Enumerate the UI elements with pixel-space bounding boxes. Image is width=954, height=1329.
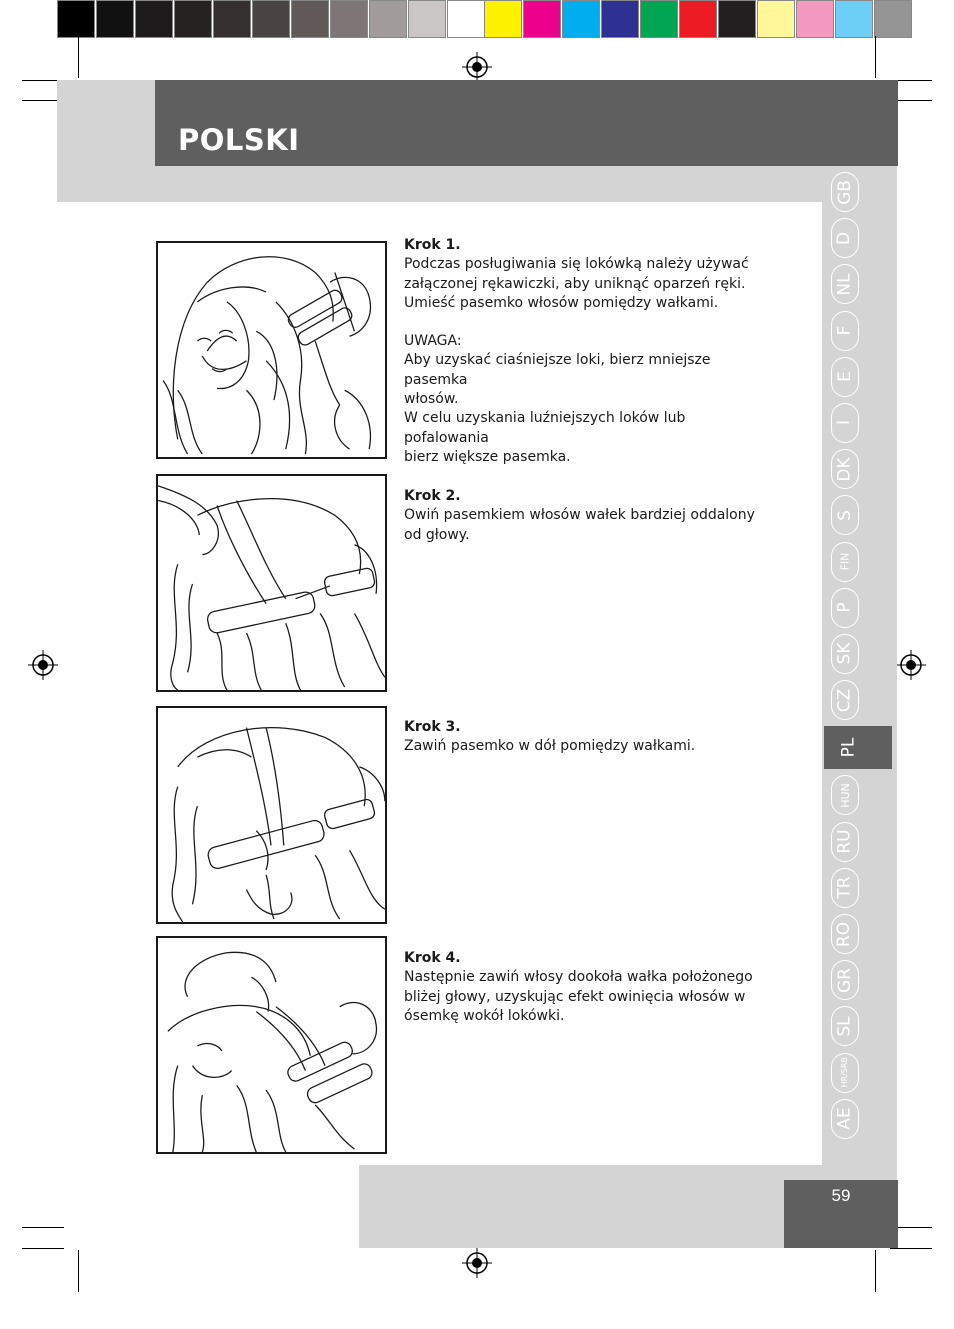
page-number-box [784, 1180, 898, 1248]
crop-mark [875, 36, 876, 78]
language-tab-sl[interactable] [831, 1006, 859, 1046]
language-tab-label: RU [834, 829, 855, 854]
language-tab-label: I [834, 420, 855, 426]
color-swatch [601, 0, 639, 38]
color-swatch [330, 0, 368, 38]
crop-mark [875, 1250, 876, 1292]
color-swatch [447, 0, 485, 38]
language-tab-label: TR [834, 876, 855, 899]
language-tab-sk[interactable] [831, 634, 859, 674]
step-2-text [404, 487, 774, 545]
language-tab-d[interactable] [831, 218, 859, 258]
step-4-illustration [156, 936, 387, 1154]
registration-mark-icon [462, 1248, 492, 1278]
step-1-illustration [156, 241, 387, 459]
language-tab-label: SL [834, 1016, 855, 1037]
step-4-text [404, 949, 774, 1026]
step-2-line: Owiń pasemkiem włosów wałek bardziej oddalony [404, 507, 755, 524]
language-tab-label: P [834, 602, 855, 613]
section-header [155, 80, 898, 166]
language-tab-label: GB [834, 179, 855, 205]
language-tab-label: SK [834, 642, 855, 665]
color-swatch [291, 0, 329, 38]
step-1-title: Krok 1. [404, 237, 461, 253]
language-tab-ae[interactable] [831, 1099, 859, 1139]
crop-mark [22, 1227, 64, 1228]
step-1-line: załączonej rękawiczki, aby uniknąć oparzeń ręki. [404, 275, 746, 292]
note-line: włosów. [404, 391, 459, 408]
color-swatch [174, 0, 212, 38]
language-tab-label: DK [834, 457, 855, 482]
crop-mark [78, 1250, 79, 1292]
crop-mark [890, 1248, 932, 1249]
step-4-line: bliżej głowy, uzyskując efekt owinięcia włosów w [404, 988, 746, 1005]
page-title: POLSKI [178, 123, 300, 157]
step-4-title: Krok 4. [404, 950, 461, 966]
step-1-text [404, 236, 774, 467]
color-swatch [57, 0, 95, 38]
color-swatch [679, 0, 717, 38]
registration-mark-icon [28, 650, 58, 680]
language-tab-i[interactable] [831, 403, 859, 443]
language-tab-hun[interactable] [831, 775, 859, 815]
step-3-line: Zawiń pasemko w dół pomiędzy wałkami. [404, 738, 696, 755]
note-line: Aby uzyskać ciaśniejsze loki, bierz mniejsze pasemka [404, 352, 711, 388]
language-tab-label: E [834, 371, 855, 383]
color-swatch [408, 0, 446, 38]
crop-mark [78, 36, 79, 78]
note-line: bierz większe pasemka. [404, 448, 571, 465]
registration-mark-icon [896, 650, 926, 680]
step-4-line: Następnie zawiń włosy dookoła wałka położonego [404, 969, 753, 986]
color-swatch [135, 0, 173, 38]
language-tab-label: GR [834, 967, 855, 993]
language-tab-label: F [834, 325, 855, 336]
language-tab-label: PL [838, 737, 859, 758]
language-tab-label: AE [834, 1107, 855, 1130]
step-3-text [404, 718, 774, 757]
language-tab-label: HUN [838, 783, 852, 808]
language-tab-dk[interactable] [831, 449, 859, 489]
color-swatch [523, 0, 561, 38]
language-tab-label: D [834, 231, 855, 245]
language-tab-s[interactable] [831, 495, 859, 535]
step-4-line: ósemkę wokół lokówki. [404, 1007, 565, 1024]
color-swatch [835, 0, 873, 38]
step-2-title: Krok 2. [404, 488, 461, 504]
color-swatch [96, 0, 134, 38]
language-tab-label: S [834, 509, 855, 521]
language-tab-e[interactable] [831, 357, 859, 397]
step-1-line: Umieść pasemko włosów pomiędzy wałkami. [404, 294, 719, 311]
step-2-line: od głowy. [404, 526, 470, 543]
language-tabs [830, 172, 864, 1145]
language-tab-tr[interactable] [831, 868, 859, 908]
curling-step-3-icon [158, 708, 385, 922]
curling-step-1-icon [158, 243, 385, 457]
color-swatch [640, 0, 678, 38]
language-tab-f[interactable] [831, 311, 859, 351]
language-tab-cz[interactable] [831, 680, 859, 720]
language-tab-nl[interactable] [831, 264, 859, 304]
language-tab-hr-srb[interactable] [831, 1053, 859, 1093]
page-number: 59 [831, 1186, 851, 1205]
step-3-illustration [156, 706, 387, 924]
language-tab-fin[interactable] [831, 542, 859, 582]
registration-mark-icon [462, 52, 492, 82]
step-3-title: Krok 3. [404, 719, 461, 735]
language-tab-label: FIN [838, 552, 852, 571]
color-swatch-bar [484, 0, 913, 38]
step-1-line: Podczas posługiwania się lokówką należy używać [404, 256, 749, 273]
color-swatch [484, 0, 522, 38]
color-swatch [369, 0, 407, 38]
curling-step-2-icon [158, 476, 385, 690]
color-swatch [213, 0, 251, 38]
crop-mark [22, 1248, 64, 1249]
language-tab-p[interactable] [831, 588, 859, 628]
color-swatch [562, 0, 600, 38]
step-2-illustration [156, 474, 387, 692]
curling-step-4-icon [158, 938, 385, 1152]
language-tab-gr[interactable] [831, 960, 859, 1000]
color-swatch [757, 0, 795, 38]
language-tab-label: NL [834, 273, 855, 296]
language-tab-ru[interactable] [831, 822, 859, 862]
color-swatch [718, 0, 756, 38]
color-swatch [252, 0, 290, 38]
language-tab-pl[interactable] [824, 726, 892, 769]
language-tab-ro[interactable] [831, 914, 859, 954]
color-swatch [796, 0, 834, 38]
note-label: UWAGA: [404, 333, 462, 350]
gray-swatch-bar [57, 0, 486, 38]
note-line: W celu uzyskania luźniejszych loków lub pofalowania [404, 410, 686, 446]
color-swatch [874, 0, 912, 38]
language-tab-gb[interactable] [831, 172, 859, 212]
language-tab-label: HR/SRB [839, 1057, 849, 1088]
language-tab-label: CZ [834, 688, 855, 712]
language-tab-label: RO [834, 921, 855, 947]
